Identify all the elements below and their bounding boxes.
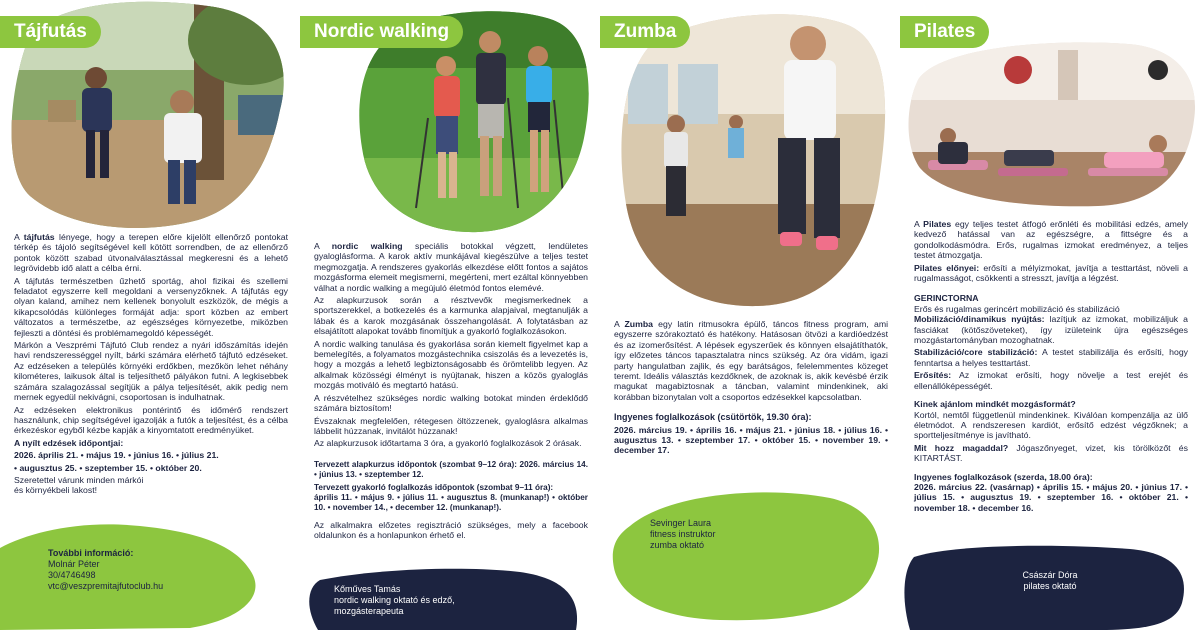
tajfutas-intro-rest: lényege, hogy a terepen előre kijelölt ellenőrző pontokat térkép és tájoló segítségével kell kötött sorrendben, de az ellenőrző pontok között szabad útvonalválasztással megkeresni és a lehető legrövidebb idő alatt a célba érni.	[14, 232, 288, 274]
pilates-intro-bold: Pilates	[923, 219, 952, 229]
gerinctorna-strength-rest: Az izmokat erősíti, hogy növelje a test erejét és ellenállóképességét.	[914, 370, 1188, 391]
nordic-registration: Az alkalmakra előzetes regisztráció szükséges, mely a facebook oldalunkon és a honlapunkon érhető el.	[314, 519, 588, 541]
zumba-contact-role-2: zumba oktató	[650, 540, 705, 550]
tajfutas-paragraph-4: Az edzéseken elektronikus pontérintő és időmérő rendszert használunk, chip segítségével igazolják a futók a teljesítést, és a célba érkezéskor egyből kézbe kapják a kinyomtatott eredményüket.	[14, 404, 288, 436]
tajfutas-intro-bold: tájfutás	[23, 232, 55, 242]
nordic-title: Nordic walking	[300, 16, 463, 48]
pilates-intro-rest: egy teljes testet átfogó erőnléti és mobilitási edzés, amely kedvező hatással van az egészségre, a fittségre és a gondolkodásmódra. Erős, rugalmas izmokat eredményez, a teljes testet átmozgatja.	[914, 219, 1189, 261]
tajfutas-intro-pre: A	[14, 232, 24, 242]
nordic-intro-rest: speciális botokkal végzett, lendületes gyaloglásforma. A karok aktív munkájával kiegészülve a teljes testet megmozgatja. A rendszeres gyakorlás elkezdése előtt fontos a sajátos mozgásforma elemeit megismerni, megérteni, mert ezáltal könnyebben válhat a nordic walking a megújuló életmód fontos elemévé.	[314, 241, 589, 293]
tajfutas-column	[0, 0, 300, 630]
tajfutas-contact	[48, 548, 163, 592]
tajfutas-contact-phone: 30/4746498	[48, 570, 96, 580]
zumba-contact-role-1: fitness instruktor	[650, 529, 716, 539]
nordic-contact-role-2: mozgásterapeuta	[334, 606, 404, 616]
pilates-question-2	[914, 443, 1188, 464]
nordic-contact	[334, 584, 455, 617]
gerinctorna-stabilization-bold: Stabilizáció/core stabilizáció:	[914, 347, 1038, 358]
nordic-paragraph-5: Évszaknak megfelelően, rétegesen öltözzenek, gyaloglásra alkalmas lábbelit húzzanak, invitálót húzzanak!	[314, 415, 588, 436]
zumba-column	[600, 0, 900, 630]
pilates-intro-pre: A	[914, 219, 924, 229]
tajfutas-contact-title: További információ:	[48, 548, 134, 558]
nordic-paragraph-4: A részvételhez szükséges nordic walking botokat minden érdeklődő számára biztosítom!	[314, 392, 588, 414]
tajfutas-schedule-title: A nyílt edzések időpontjai:	[14, 437, 124, 448]
zumba-photo	[618, 4, 890, 308]
gerinctorna-title: GERINCTORNA	[914, 293, 979, 304]
pilates-benefits	[914, 263, 1188, 284]
nordic-column	[300, 0, 600, 630]
zumba-schedule-title: Ingyenes foglalkozások (csütörtök, 19.30 óra):	[614, 412, 812, 423]
pilates-intro	[914, 219, 1188, 261]
zumba-intro-bold: Zumba	[624, 319, 653, 329]
tajfutas-contact-name: Molnár Péter	[48, 559, 100, 569]
tajfutas-closing: Szeretettel várunk minden márkói és környékbeli lakost!	[14, 474, 144, 496]
nordic-paragraph-6: Az alapkurzusok időtartama 3 óra, a gyakorló foglalkozások 2 órásak.	[314, 438, 582, 449]
nordic-paragraph-2: Az alapkurzusok során a résztvevők megismerkednek a sportszerekkel, a botkezelés és a karmunka alapjaival, megtanulják a lábak és a karok mozgásának összehangolását. A folytatásban az elsajátított alapokat tovább finomítjuk a gyakorló foglalkozásokon.	[314, 295, 588, 337]
nordic-contact-name: Kőműves Tamás	[334, 584, 401, 594]
zumba-contact-blob	[600, 486, 900, 630]
pilates-answer-1: Kortól, nemtől függetlenül mindenkinek. Kiválóan kompenzálja az ülő életmódot. A rendszeresen kardiót, erősítő edzést végzőknek; a sportteljesítménye is javítható.	[914, 409, 1188, 441]
pilates-column	[900, 0, 1200, 630]
nordic-body	[314, 241, 588, 543]
nordic-intro-bold: nordic walking	[331, 241, 403, 251]
gerinctorna-stabilization-rest: A testet stabilizálja és erősíti, hogy fenntartsa a helyes testtartást.	[914, 347, 1188, 368]
zumba-intro-pre: A	[614, 319, 625, 329]
nordic-schedule-2-title: Tervezett gyakorló foglalkozás időpontok (szombat 9–11 óra):	[314, 482, 554, 492]
zumba-contact	[650, 518, 716, 551]
nordic-schedule-1: Tervezett alapkurzus időpontok (szombat 9–12 óra): 2026. március 14. • június 13. • szeptember 12.	[314, 459, 588, 480]
pilates-question-2-rest: Jógaszőnyeget, vizet, kis törölközőt és KITARTÁST.	[914, 442, 1188, 464]
tajfutas-body	[14, 232, 288, 498]
zumba-contact-name: Sevinger Laura	[650, 518, 712, 528]
pilates-contact	[900, 570, 1200, 592]
pilates-contact-name: Császár Dóra	[1022, 570, 1078, 580]
tajfutas-title: Tájfutás	[0, 16, 101, 48]
pilates-contact-role: pilates oktató	[1023, 581, 1077, 591]
pilates-body	[914, 219, 1188, 515]
pilates-benefits-bold: Pilates előnyei:	[914, 262, 980, 273]
pilates-schedule-body: 2026. március 22. (vasárnap) • április 15. • május 20. • június 17. • július 15. • augusztus 19. • szeptember 16. • október 21. • november 18. • december 16.	[914, 481, 1188, 513]
nordic-intro-pre: A	[314, 241, 332, 251]
zumba-intro	[614, 319, 888, 402]
gerinctorna-mobilization-rest: lazítjuk az izmokat, mobilizáljuk a fasciákat (kötőszöveteket), így izületeink újra egészséges mozgástartományban mozoghatnak.	[914, 314, 1189, 346]
tajfutas-paragraph-3: Márkón a Veszprémi Tájfutó Club rendez a nyári időszámítás idején havi rendszerességgel nyílt, bárki számára elérhető tájfutó edzéseket. Az edzéseken a település környéki erdőkben, mezőkön lehet néhány kilométeres, laikusok által is teljesíthető pályákon futni. A legkisebbek számára szalagozással segítjük a pálya teljesítését, akik pedig nem mernek egyedül nekivágni, csoportosan is indulhatnak.	[14, 340, 288, 403]
gerinctorna-intro: Erős és rugalmas gerincért mobilizáció és stabilizáció	[914, 303, 1120, 314]
pilates-title: Pilates	[900, 16, 989, 48]
pilates-photo	[908, 40, 1198, 208]
tajfutas-contact-email: vtc@veszpremitajfutoclub.hu	[48, 581, 164, 591]
zumba-title: Zumba	[600, 16, 690, 48]
gerinctorna-stabilization	[914, 347, 1188, 368]
nordic-contact-role-1: nordic walking oktató és edző,	[334, 595, 455, 605]
gerinctorna-strength-bold: Erősítés:	[914, 370, 952, 381]
gerinctorna-mobilization	[914, 314, 1188, 345]
tajfutas-schedule-line-2: • augusztus 25. • szeptember 15. • október 20.	[14, 462, 202, 473]
tajfutas-paragraph-2: A tájfutás természetben űzhető sportág, ahol fizikai és szellemi feladatot egyszerre kell megoldani a versenyzőknek. A tájfutás egy olyan kaland, amihez nem kellenek bonyolult eszközök, de mégis a kikapcsolódás különleges formáját adja: sport közben az embert változatos a természetbe, az egészséges környezetbe, miközben fejleszti a döntési és problémamegoldó képességét.	[14, 275, 288, 338]
pilates-question-2-bold: Mit hozz magaddal?	[914, 442, 1009, 453]
gerinctorna-strength	[914, 370, 1188, 391]
zumba-body	[614, 319, 888, 458]
tajfutas-intro	[14, 232, 288, 274]
nordic-schedule-2-body: április 11. • május 9. • július 11. • augusztus 8. (munkanap!) • október 10. • november 14., • december 12. (munkanap!).	[314, 492, 588, 513]
tajfutas-schedule-line-1: 2026. április 21. • május 19. • június 16. • július 21.	[14, 450, 219, 461]
pilates-benefits-rest: erősíti a mélyizmokat, javítja a testtartást, növeli a rugalmasságot, csökkenti a stresszt, javítja a légzést.	[914, 262, 1188, 284]
pilates-schedule-title: Ingyenes foglalkozások (szerda, 18.00 óra):	[914, 471, 1093, 482]
zumba-schedule-body: 2026. március 19. • április 16. • május 21. • június 18. • július 16. • augusztus 13. • szeptember 17. • október 15. • november 19. • december 17.	[614, 424, 888, 456]
nordic-paragraph-3: A nordic walking tanulása és gyakorlása során kiemelt figyelmet kap a bemelegítés, a folyamatos mozgástechnika csiszolás és a levezetés is, hogy a mozgás a lehető legbiztonságosabb és örömtelibb legyen. Az alkalmak közösségi élményt is nyújtanak, hiszen a közös gyaloglás mozgás motiváló és megtartó hatású.	[314, 338, 588, 391]
nordic-intro	[314, 241, 588, 293]
zumba-intro-rest: egy latin ritmusokra épülő, táncos fitness program, ami egyszerre szórakoztató és hatékony. Hatásosan ötvözi a kardióedzést és az izomerősítést. A lépések egyszerűek és könnyen elsajátíthatók, így előzetes táncos tapasztalatra nincs szükség. Az óra vidám, igazi party hangulatban zajlik, és egy barátságos, felelemmentes közeget teremt. Ideális választás kezdőknek, de azoknak is, akik kevésbé érzik magukat magabiztosnak a táncban, valamint mindenkinek, aki korábban bizonytalan volt a csoportos edzésekkel kapcsolatban.	[614, 319, 889, 402]
pilates-question-1: Kinek ajánlom mindkét mozgásformát?	[914, 399, 1076, 410]
gerinctorna-mobilization-bold: Mobilizáció/dinamikus nyújtás:	[914, 314, 1045, 325]
